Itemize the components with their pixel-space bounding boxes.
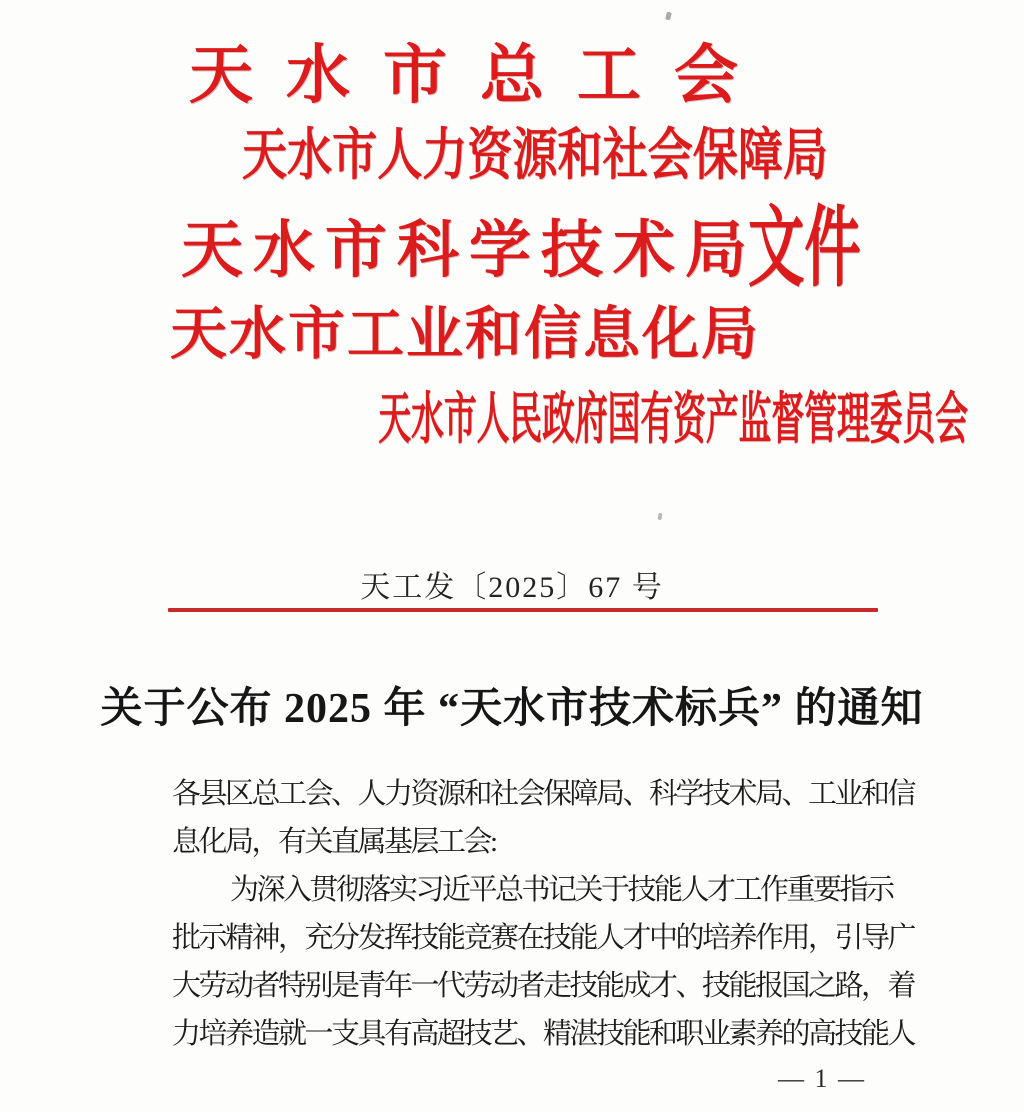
body-line-salutation-1: 各县区总工会、人力资源和社会保障局、科学技术局、工业和信 [172,778,915,810]
body-line-paragraph-4: 力培养造就一支具有高超技艺、精湛技能和职业素养的高技能人 [172,1018,915,1050]
issuer-line-3: 天水市科学技术局 [180,217,758,285]
page-number: — 1 — [778,1064,866,1093]
file-label: 文件 [748,201,861,298]
document-number: 天工发〔2025〕67 号 [360,571,664,604]
issuer-line-5: 天水市人民政府国有资产监督管理委员会 [378,389,968,451]
scan-artifact [657,513,662,521]
document-body [172,770,915,1058]
issuer-line-4: 天水市工业和信息化局 [170,303,760,366]
issuer-line-1: 天水市总工会 [189,40,771,111]
body-line-paragraph-3: 大劳动者特别是青年一代劳动者走技能成才、技能报国之路，着 [172,970,915,1002]
body-line-paragraph-2: 批示精神，充分发挥技能竞赛在技能人才中的培养作用，引导广 [172,922,915,954]
body-line-paragraph-1: 为深入贯彻落实习近平总书记关于技能人才工作重要指示 [230,874,893,906]
issuer-line-2: 天水市人力资源和社会保障局 [241,125,828,187]
body-line-salutation-2: 息化局，有关直属基层工会: [172,826,496,858]
document-title: 关于公布 2025 年 “天水市技术标兵” 的通知 [100,686,924,732]
red-divider-line [168,608,878,612]
